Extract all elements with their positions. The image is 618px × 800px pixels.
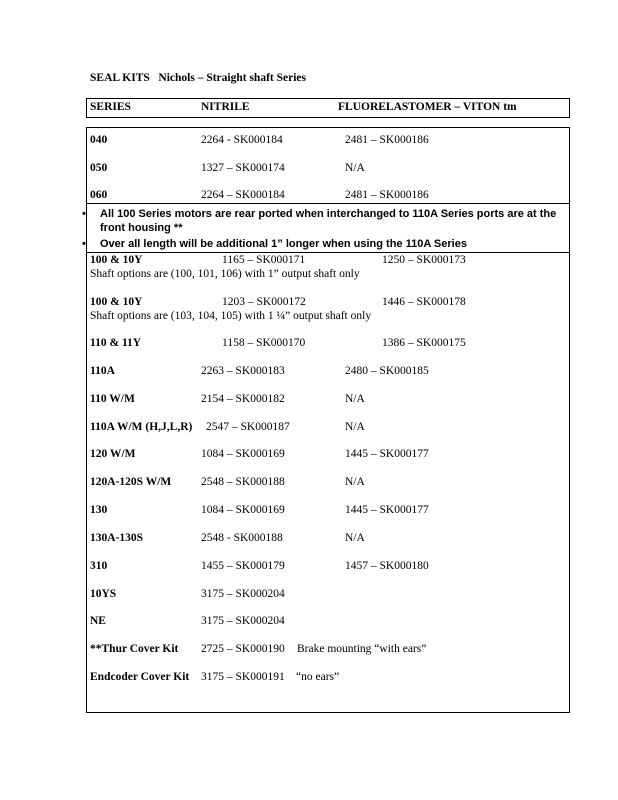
row-note: Shaft options are (100, 101, 106) with 1” output shaft only [90, 268, 360, 280]
note-text: All 100 Series motors are rear ported when interchanged to 110A Series ports are at the front housing ** [100, 208, 557, 234]
row-series: 100 & 10Y [90, 254, 143, 266]
row-nitrile: 2263 – SK000183 [201, 365, 285, 377]
row-viton: N/A [345, 162, 365, 174]
divider [86, 203, 570, 204]
row-nitrile: 3175 – SK000204 [201, 615, 285, 627]
row-nitrile: 2264 - SK000184 [201, 134, 283, 146]
row-series: 040 [90, 134, 108, 146]
row-viton: N/A [345, 476, 365, 488]
row-series: 120 W/M [90, 448, 136, 460]
bullet-icon: • [82, 208, 86, 220]
row-nitrile: 3175 – SK000204 [201, 588, 285, 600]
row-series: 120A-120S W/M [90, 476, 172, 488]
row-nitrile: 1455 – SK000179 [201, 560, 285, 572]
row-viton: 2481 – SK000186 [345, 189, 429, 201]
bullet-icon: • [82, 238, 86, 250]
row-viton: 2481 – SK000186 [345, 134, 429, 146]
row-viton: 1445 – SK000177 [345, 448, 429, 460]
row-series: 110 & 11Y [90, 337, 142, 349]
note-item [82, 237, 570, 251]
row-nitrile: 2547 – SK000187 [206, 421, 290, 433]
row-viton: “no ears” [296, 671, 340, 683]
divider [86, 252, 570, 253]
row-nitrile: 1084 – SK000169 [201, 504, 285, 516]
row-nitrile: 2548 - SK000188 [201, 532, 283, 544]
row-series: 100 & 10Y [90, 296, 143, 308]
note-item [82, 207, 570, 235]
row-viton: N/A [345, 421, 365, 433]
row-viton: N/A [345, 393, 365, 405]
row-series: 050 [90, 162, 108, 174]
row-nitrile: 2548 – SK000188 [201, 476, 285, 488]
header-nitrile: NITRILE [201, 101, 250, 113]
note-text: Over all length will be additional 1” longer when using the 110A Series [100, 238, 467, 250]
row-viton: Brake mounting “with ears” [297, 643, 427, 655]
title-prefix: SEAL KITS [90, 72, 150, 84]
row-nitrile: 1165 – SK000171 [222, 254, 306, 266]
row-viton: 1386 – SK000175 [382, 337, 466, 349]
row-series: 130A-130S [90, 532, 144, 544]
row-viton: 2480 – SK000185 [345, 365, 429, 377]
title-rest: Nichols – Straight shaft Series [158, 72, 306, 84]
row-nitrile: 2264 – SK000184 [201, 189, 285, 201]
page-title [90, 72, 306, 84]
row-viton: 1445 – SK000177 [345, 504, 429, 516]
row-viton: N/A [345, 532, 365, 544]
row-series: **Thur Cover Kit [90, 643, 179, 655]
row-viton: 1457 – SK000180 [345, 560, 429, 572]
row-series: 130 [90, 504, 108, 516]
row-viton: 1250 – SK000173 [382, 254, 466, 266]
row-series: 110 W/M [90, 393, 135, 405]
row-series: 110A W/M (H,J,L,R) [90, 421, 193, 433]
row-nitrile: 1158 – SK000170 [222, 337, 306, 349]
row-nitrile: 1327 – SK000174 [201, 162, 285, 174]
row-series: Endcoder Cover Kit [90, 671, 190, 683]
header-viton: FLUORELASTOMER – VITON tm [338, 101, 517, 113]
row-series: NE [90, 615, 106, 627]
header-series: SERIES [90, 101, 131, 113]
row-nitrile: 1084 – SK000169 [201, 448, 285, 460]
row-series: 310 [90, 560, 108, 572]
row-nitrile: 2725 – SK000190 [201, 643, 285, 655]
row-series: 060 [90, 189, 108, 201]
row-series: 10YS [90, 588, 117, 600]
row-nitrile: 1203 – SK000172 [222, 296, 306, 308]
row-nitrile: 2154 – SK000182 [201, 393, 285, 405]
row-nitrile: 3175 – SK000191 [201, 671, 285, 683]
row-viton: 1446 – SK000178 [382, 296, 466, 308]
row-note: Shaft options are (103, 104, 105) with 1 ¼” output shaft only [90, 310, 372, 322]
row-series: 110A [90, 365, 115, 377]
